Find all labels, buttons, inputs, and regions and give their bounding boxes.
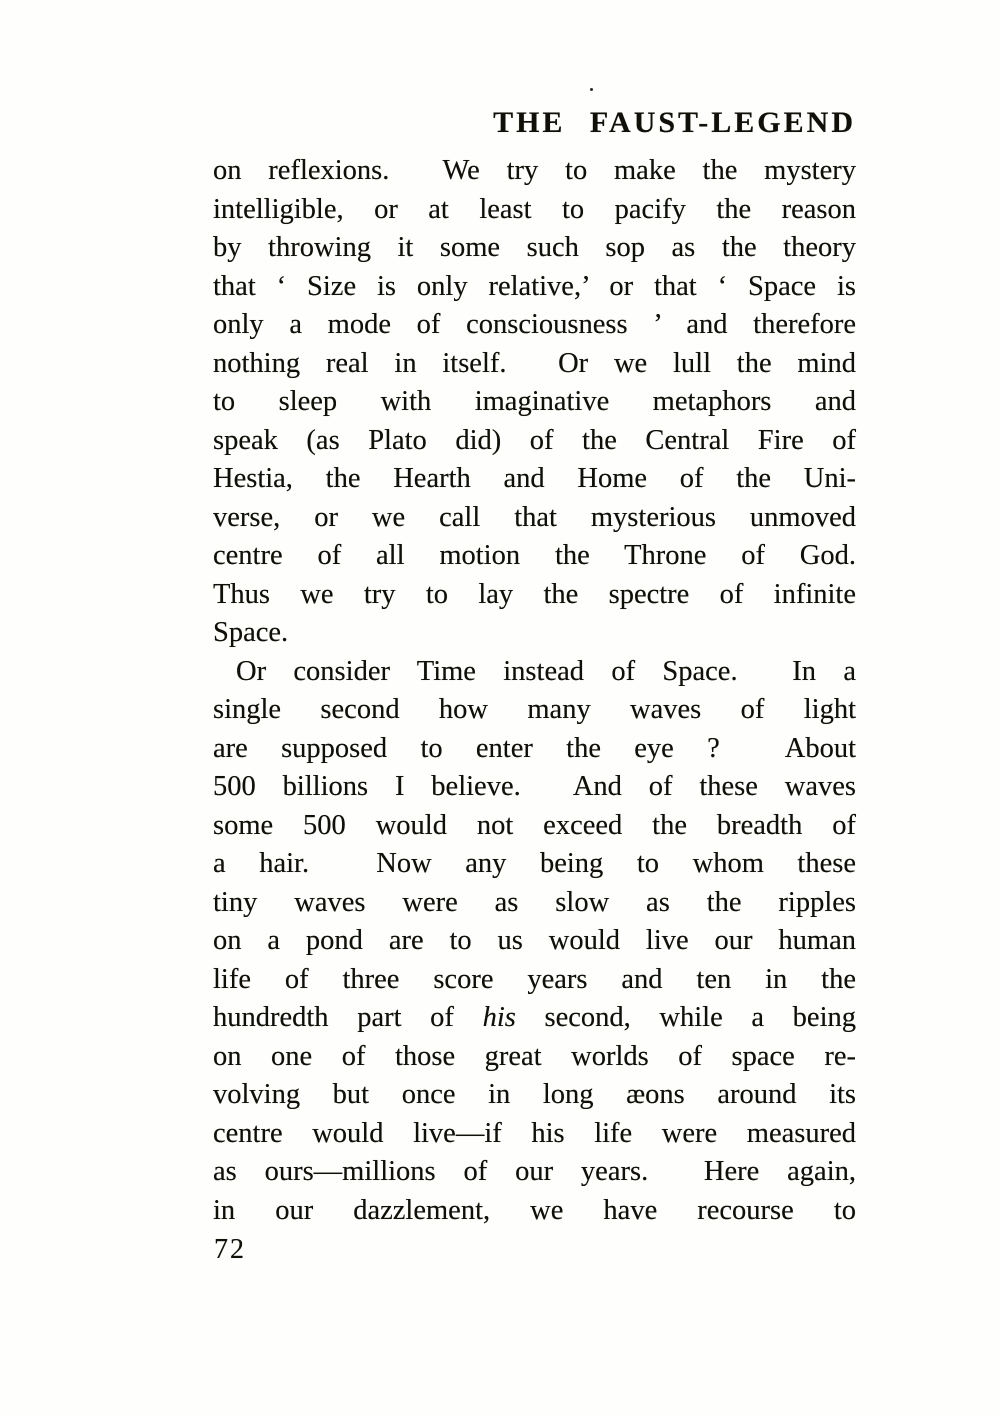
text-line: by throwing it some such sop as the theory [213, 232, 856, 263]
text-line: to sleep with imaginative metaphors and [213, 386, 856, 417]
text-line: as ours—millions of our years. Here again, [213, 1156, 856, 1187]
text-line: a hair. Now any being to whom these [213, 848, 856, 879]
text-line: only a mode of consciousness ’ and therefore [213, 309, 856, 340]
text-line: tiny waves were as slow as the ripples [213, 886, 856, 918]
text-line: nothing real in itself. Or we lull the mind [213, 347, 856, 379]
text-line: in our dazzlement, we have recourse to [213, 1194, 856, 1226]
text-line: single second how many waves of light [213, 694, 856, 725]
text-line: Space. [213, 617, 289, 648]
text-line: intelligible, or at least to pacify the reason [213, 193, 856, 225]
running-header: THE FAUST-LEGEND [493, 106, 856, 139]
text-line: on one of those great worlds of space re- [213, 1040, 856, 1072]
text-line: on reflexions. We try to make the mystery [213, 155, 856, 186]
text-line: Thus we try to lay the spectre of infinite [213, 578, 856, 610]
text-line: Hestia, the Hearth and Home of the Uni- [213, 463, 856, 494]
page-number: 72 [214, 1234, 246, 1265]
text-line: 500 billions I believe. And of these waves [213, 771, 856, 802]
body-text [213, 152, 856, 1230]
text-line: centre would live—if his life were measured [213, 1117, 856, 1149]
text-line: life of three score years and ten in the [213, 963, 856, 995]
scan-speck [590, 88, 593, 91]
text-line: verse, or we call that mysterious unmoved [213, 501, 856, 533]
text-line: on a pond are to us would live our human [213, 925, 856, 956]
text-line: centre of all motion the Throne of God. [213, 540, 856, 571]
text-line: volving but once in long æons around its [213, 1079, 856, 1110]
text-line: Or consider Time instead of Space. In a [236, 655, 856, 687]
text-line: are supposed to enter the eye ? About [213, 732, 856, 764]
text-line: that ‘ Size is only relative,’ or that ‘ Space is [213, 270, 856, 302]
text-line: speak (as Plato did) of the Central Fire of [213, 424, 856, 456]
text-line: hundredth part of his second, while a being [213, 1002, 857, 1033]
text-line: some 500 would not exceed the breadth of [213, 809, 856, 841]
